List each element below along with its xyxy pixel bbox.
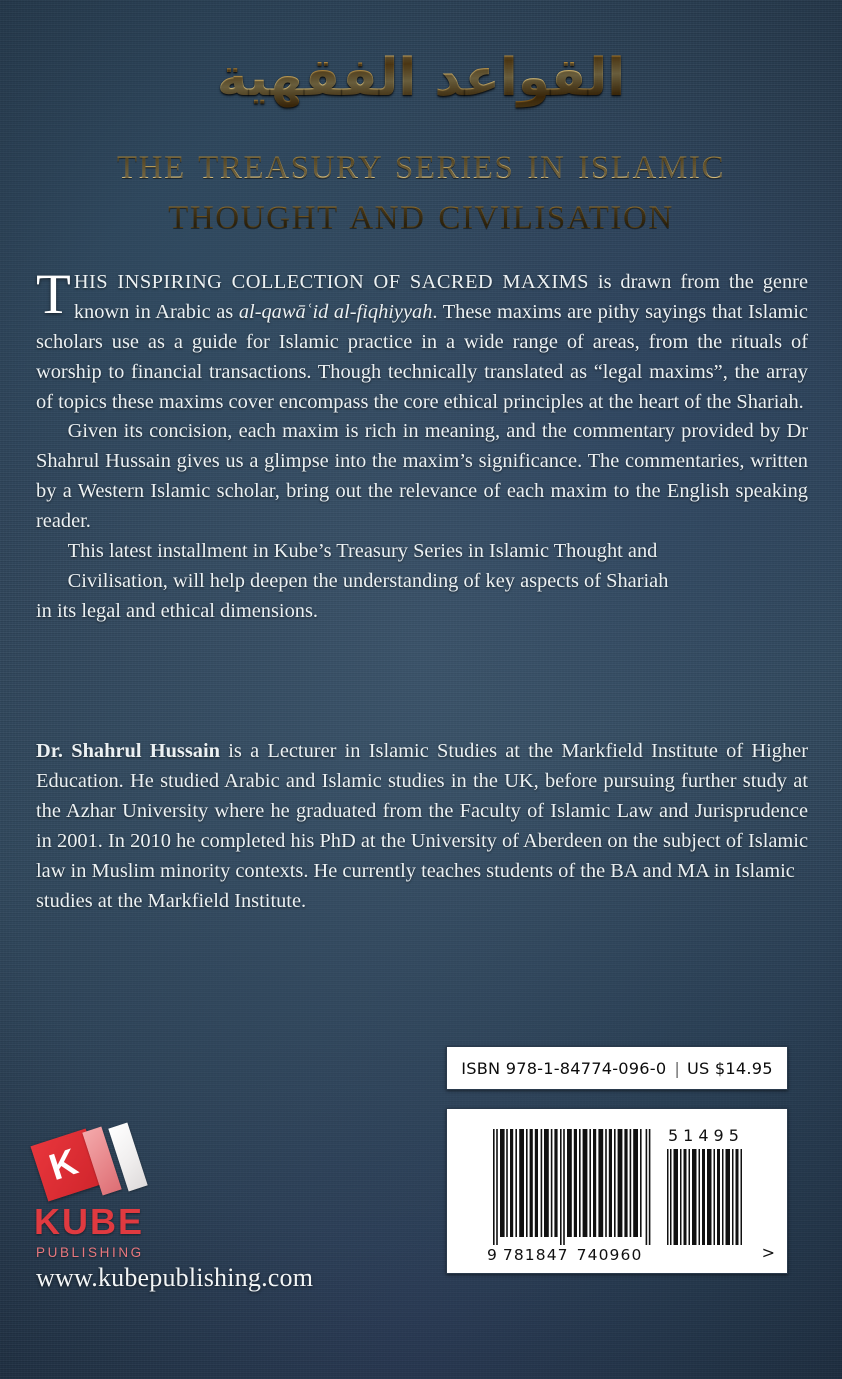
kube-logo-mark bbox=[34, 1122, 162, 1200]
logo-letter-k: K bbox=[44, 1140, 83, 1189]
blurb-small-caps: HIS INSPIRING COLLECTION OF SACRED MAXIMS bbox=[73, 271, 589, 293]
series-title-line-1: THE TREASURY SERIES IN ISLAMIC bbox=[116, 150, 726, 186]
author-bio bbox=[36, 737, 808, 917]
drop-cap: T bbox=[36, 263, 71, 326]
barcode-ean-digits bbox=[487, 1246, 667, 1264]
publisher-logo[interactable] bbox=[34, 1122, 209, 1267]
barcode-lead-digit: 9 bbox=[487, 1246, 497, 1264]
barcode-group-2: 740960 bbox=[576, 1246, 643, 1264]
barcode-addon-digits: 51495 bbox=[668, 1126, 744, 1145]
author-bio-paragraph bbox=[36, 737, 808, 887]
series-title bbox=[0, 143, 842, 243]
author-bio-text: is a Lecturer in Islamic Studies at the Markfield Institute of Higher Education. He studied Arabic and Islamic studies in the UK, before pursuing further study at the Azhar University where he graduated from the Faculty of Islamic Law and Jurisprudence in 2001. In 2010 he completed his PhD at the University of Aberdeen on the subject of Islamic law in Muslim minority contexts. He currently teaches students of the BA and MA in Islamic bbox=[36, 740, 808, 882]
isbn-number: ISBN 978-1-84774-096-0 bbox=[461, 1058, 667, 1078]
blurb-text bbox=[36, 263, 809, 627]
isbn-box bbox=[446, 1046, 788, 1090]
publisher-website[interactable]: www.kubepublishing.com bbox=[36, 1263, 314, 1292]
author-bio-last-line: studies at the Markfield Institute. bbox=[36, 889, 307, 912]
ean13-barcode-icon bbox=[493, 1129, 653, 1245]
blurb-paragraph-2: Given its concision, each maxim is rich in meaning, and the commentary provided by Dr Shahrul Hussain gives us a glimpse into the maxim’s significance. The commentaries, written by a Western Islamic scholar, bring out the relevance of each maxim to the English speaking reader. bbox=[36, 420, 808, 533]
isbn-price: US $14.95 bbox=[687, 1058, 773, 1078]
blurb-paragraph-3-line-2: Civilisation, will help deepen the understanding of key aspects of Shariah bbox=[67, 569, 669, 592]
blurb-paragraph-3-line-1: This latest installment in Kube’s Treasury Series in Islamic Thought and bbox=[67, 540, 658, 563]
author-name: Dr. Shahrul Hussain bbox=[36, 740, 221, 762]
blurb-p1-part1: is drawn from the genre known in Arabic as bbox=[73, 271, 809, 323]
isbn-separator: | bbox=[674, 1058, 680, 1078]
barcode-terminator: > bbox=[761, 1243, 775, 1262]
blurb-p1-part2: . These maxims are pithy sayings that Islamic scholars use as a guide for Islamic practice in a wide range of areas, from the rituals of worship to financial transactions. Though technically translated as “legal maxims”, the array of topics these maxims cover encompass the core ethical principles at the heart of the Shariah. bbox=[36, 300, 808, 413]
blurb-p1-italic-term: al-qawāʿid al-fiqhiyyah bbox=[238, 300, 433, 323]
barcode-group-1: 781847 bbox=[502, 1246, 569, 1264]
ean5-addon-barcode-icon bbox=[667, 1149, 745, 1245]
publisher-tagline: PUBLISHING bbox=[36, 1245, 144, 1260]
barcode-box bbox=[446, 1108, 788, 1274]
publisher-name: KUBE bbox=[34, 1201, 145, 1242]
isbn-line bbox=[461, 1059, 772, 1078]
blurb-paragraph-1 bbox=[36, 263, 809, 417]
arabic-title: القواعد الفقهية bbox=[0, 46, 842, 111]
blurb-paragraph-3-line-3: in its legal and ethical dimensions. bbox=[36, 599, 319, 622]
series-title-line-2: THOUGHT AND CIVILISATION bbox=[168, 200, 674, 237]
